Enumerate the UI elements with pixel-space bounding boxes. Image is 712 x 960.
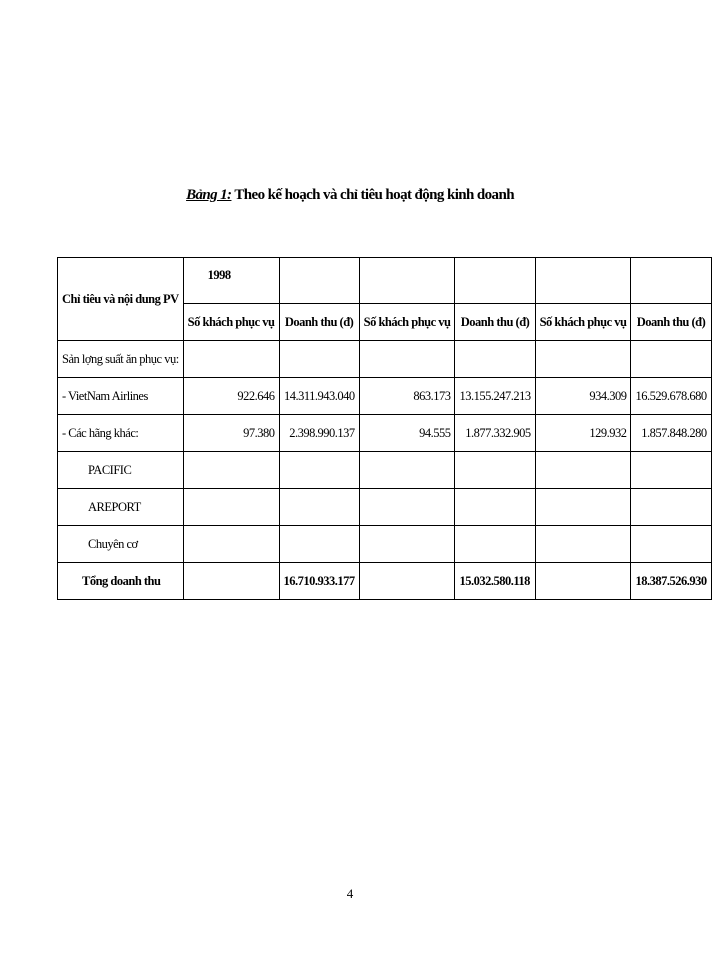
- table-cell: 934.309: [535, 378, 631, 415]
- year-cell: 1998: [183, 258, 279, 304]
- col-header-revenue: Doanh thu (đ): [279, 304, 359, 341]
- row-label: AREPORT: [58, 489, 184, 526]
- table-row: [58, 378, 712, 415]
- total-value: 18.387.526.930: [631, 563, 711, 600]
- table-row: [58, 489, 712, 526]
- table-cell: 14.311.943.040: [279, 378, 359, 415]
- header-row-year: [58, 258, 712, 304]
- data-table: [57, 257, 712, 600]
- table-title: [0, 187, 700, 204]
- row-label: PACIFIC: [58, 452, 184, 489]
- total-row: [58, 563, 712, 600]
- row-label: - VietNam Airlines: [58, 378, 184, 415]
- table-cell: 97.380: [183, 415, 279, 452]
- row-label: - Các hãng khác:: [58, 415, 184, 452]
- table-row: [58, 526, 712, 563]
- table-cell: 863.173: [359, 378, 455, 415]
- row-label: Chuyên cơ: [58, 526, 184, 563]
- col-header-passengers: Số khách phục vụ: [535, 304, 631, 341]
- page-number: 4: [346, 886, 354, 901]
- table-cell: 94.555: [359, 415, 455, 452]
- total-value: 16.710.933.177: [279, 563, 359, 600]
- total-value: 15.032.580.118: [455, 563, 535, 600]
- table-cell: 1.877.332.905: [455, 415, 535, 452]
- total-label: Tổng doanh thu: [58, 563, 184, 600]
- col-header-revenue: Doanh thu (đ): [455, 304, 535, 341]
- col-header-passengers: Số khách phục vụ: [359, 304, 455, 341]
- table-cell: 1.857.848.280: [631, 415, 711, 452]
- table-caption-text: Theo kế hoạch và chỉ tiêu hoạt động kinh doanh: [234, 187, 514, 203]
- col-header-revenue: Doanh thu (đ): [631, 304, 711, 341]
- row-header-cell: Chỉ tiêu và nội dung PV: [58, 258, 184, 341]
- table-row: [58, 452, 712, 489]
- table-caption-label: Bảng 1:: [186, 187, 232, 203]
- table-row: [58, 341, 712, 378]
- table-row: [58, 415, 712, 452]
- table-cell: 16.529.678.680: [631, 378, 711, 415]
- table-cell: 2.398.990.137: [279, 415, 359, 452]
- table-cell: 922.646: [183, 378, 279, 415]
- col-header-passengers: Số khách phục vụ: [183, 304, 279, 341]
- table-cell: 13.155.247.213: [455, 378, 535, 415]
- row-label: Sản lợng suất ăn phục vụ:: [58, 341, 184, 378]
- table-cell: 129.932: [535, 415, 631, 452]
